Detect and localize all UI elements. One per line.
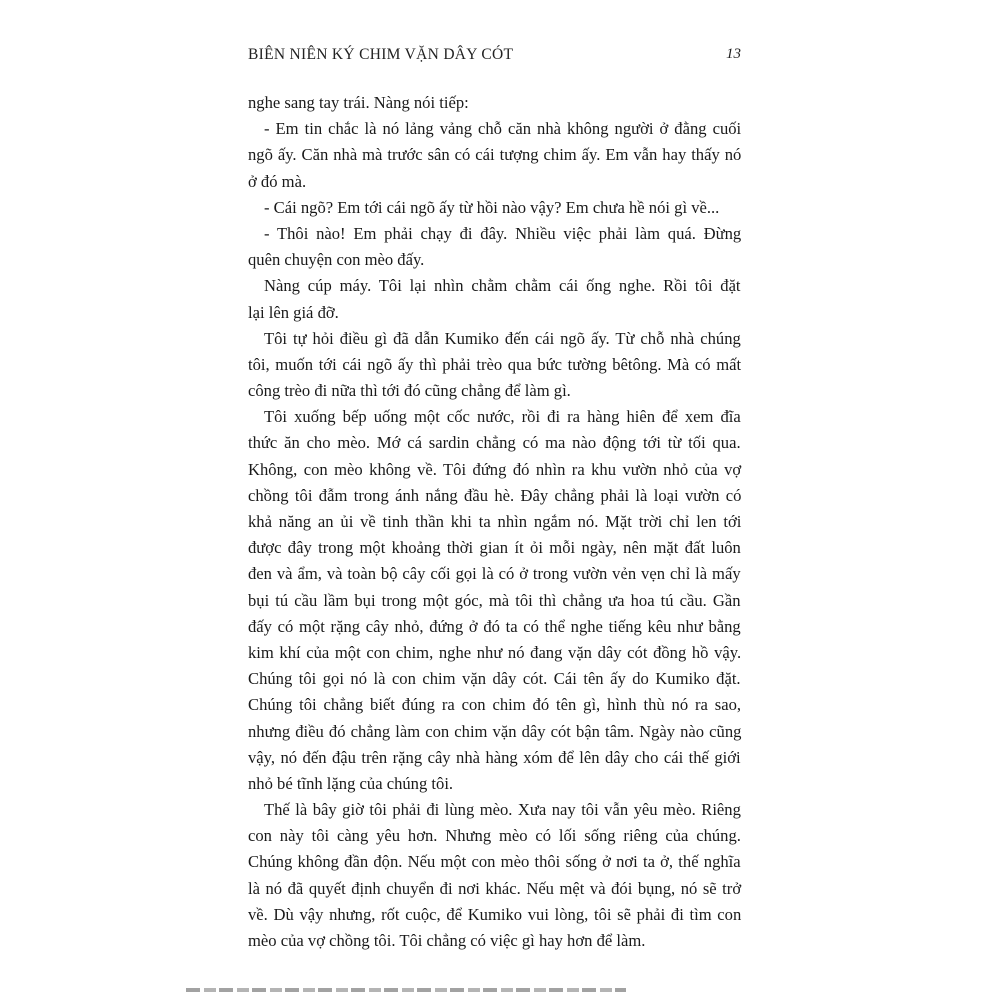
text-line: Tôi tự hỏi điều gì đã dẫn Kumiko đến cái ngõ ấy. Từ chỗ nhà chúng — [264, 328, 741, 348]
body-text — [248, 90, 768, 954]
text-line: Thế là bây giờ tôi phải đi lùng mèo. Xưa nay tôi vẫn yêu mèo. Riêng — [264, 800, 741, 820]
text-line: chồng tôi đẫm trong ánh nắng đầu hè. Đây chẳng phải là loại vườn có — [248, 485, 742, 505]
text-line: vậy, nó đến đậu trên rặng cây nhà hàng xóm để lên dây cho cái thế giới — [248, 747, 741, 767]
text-line: thức ăn cho mèo. Mớ cá sardin chẳng có ma nào động tới từ tối qua. — [248, 433, 741, 453]
text-line: Tôi xuống bếp uống một cốc nước, rồi đi ra hàng hiên để xem đĩa — [264, 407, 741, 427]
text-line: nhỏ bé tĩnh lặng của chúng tôi. — [248, 773, 454, 793]
text-line: được đây trong một khoảng thời gian ít ỏi mỗi ngày, nên mặt đất luôn — [248, 538, 741, 558]
text-line: con này tôi càng yêu hơn. Nhưng mèo có lối sống riêng của chúng. — [248, 826, 741, 846]
text-line: công trèo đi nữa thì tới đó cũng chẳng để làm gì. — [248, 381, 571, 401]
text-line: ở đó mà. — [248, 171, 307, 191]
text-line: nghe sang tay trái. Nàng nói tiếp: — [248, 93, 469, 112]
page-number: 13 — [726, 46, 741, 62]
running-title: BIÊN NIÊN KÝ CHIM VẶN DÂY CÓT — [248, 46, 514, 63]
text-line: ngõ ấy. Căn nhà mà trước sân có cái tượng chim ấy. Em vẫn hay thấy nó — [248, 145, 742, 165]
running-head — [248, 46, 741, 70]
text-line: - Thôi nào! Em phải chạy đi đây. Nhiều việc phải làm quá. Đừng — [264, 223, 742, 243]
text-line: Chúng không đần độn. Nếu một con mèo thôi sống ở nơi ta ở, thế nghĩa — [248, 852, 741, 872]
text-line: tôi, muốn tới cái ngõ ấy thì phải trèo qua bức tường bêtông. Mà có mất — [248, 354, 742, 374]
text-line: - Cái ngõ? Em tới cái ngõ ấy từ hồi nào vậy? Em chưa hề nói gì về... — [264, 197, 720, 217]
text-line: quên chuyện con mèo đấy. — [248, 250, 425, 270]
text-line: Nàng cúp máy. Tôi lại nhìn chằm chằm cái ống nghe. Rồi tôi đặt — [264, 276, 741, 296]
text-line: đấy có một rặng cây nhỏ, đứng ở đó ta có thể nghe tiếng kêu như bằng — [248, 616, 741, 636]
text-line: - Em tin chắc là nó lảng vảng chỗ căn nhà không người ở đằng cuối — [264, 119, 742, 139]
text-line: mèo của vợ chồng tôi. Tôi chẳng có việc gì hay hơn để làm. — [248, 931, 646, 950]
text-line: bụi tú cầu lầm bụi trong một góc, mà tôi thì chẳng ưa hoa tú cầu. Gần — [248, 590, 741, 610]
text-line: Chúng tôi chẳng biết đúng ra con chim đó tên gì, hình thù nó ra sao, — [248, 695, 742, 715]
text-line: là nó đã quyết định chuyển đi nơi khác. Nếu mệt và đói bụng, nó sẽ trở — [248, 878, 742, 898]
text-line: Không, con mèo không về. Tôi đứng đó nhìn ra khu vườn nhỏ của vợ — [248, 459, 742, 479]
text-line: Chúng tôi gọi nó là con chim vặn dây cót. Cái tên ấy do Kumiko đặt. — [248, 669, 741, 689]
text-line: về. Dù vậy nhưng, rốt cuộc, để Kumiko vui lòng, tôi sẽ phải đi tìm con — [248, 904, 742, 924]
text-line: nhưng điều đó chẳng làm con chim vặn dây cót bận tâm. Ngày nào cũng — [248, 721, 742, 741]
page-bottom-edge — [186, 988, 626, 992]
text-line: kim khí của một con chim, nghe như nó đang vặn dây cót đồng hồ vậy. — [248, 642, 742, 662]
text-line: đen và ẩm, và toàn bộ cây cối gọi là có ở trong vườn vẻn vẹn chỉ là mấy — [248, 564, 741, 584]
text-line: khả năng an ủi về tinh thần khi ta nhìn ngắm nó. Mặt trời chỉ len tới — [248, 512, 742, 531]
text-line: lại lên giá đỡ. — [248, 302, 339, 322]
